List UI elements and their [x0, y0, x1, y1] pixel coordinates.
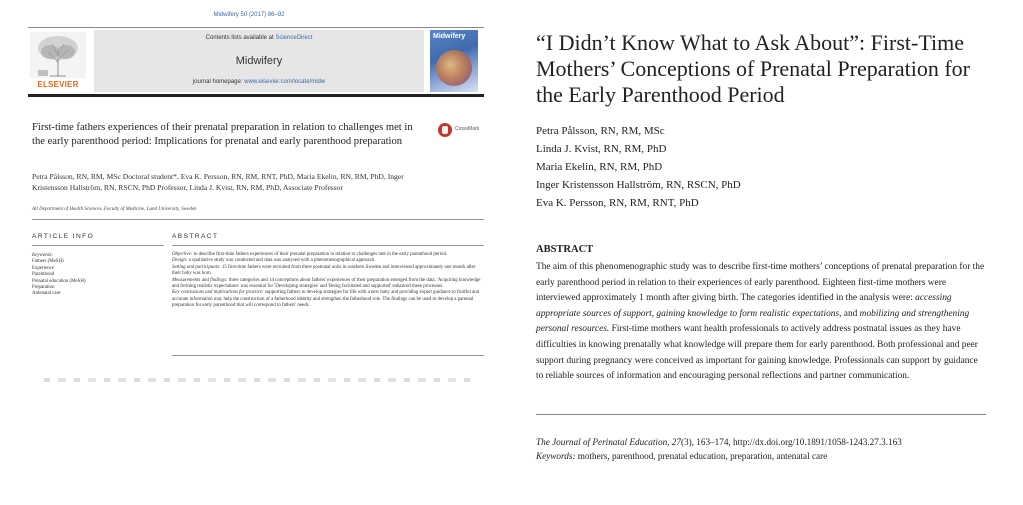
author-line: Eva K. Persson, RN, RM, RNT, PhD — [536, 197, 699, 209]
abstract-italic-text: mobilizing and strengthening personal resources. — [536, 308, 970, 335]
left-paper-title: First-time fathers experiences of their prenatal preparation in relation to challenges met in the early parenthood period: Implications for prenatal and early parenthood preparation — [32, 122, 413, 147]
citation-divider — [536, 414, 986, 415]
citation-journal: The Journal of Perinatal Education, — [536, 437, 670, 447]
journal-cover-thumbnail[interactable] — [430, 30, 478, 92]
keyword-item: Preparation — [32, 285, 55, 291]
abstract-paragraph — [172, 290, 484, 309]
right-abstract-body — [536, 260, 986, 385]
right-citation — [536, 436, 986, 449]
keywords-label: Keywords: — [32, 253, 54, 258]
journal-citation-line[interactable]: Midwifery 50 (2017) 86–92 — [213, 12, 285, 18]
left-paper-page — [14, 0, 484, 505]
abstract-text: The aim of this phenomenographic study was to describe first-time mothers’ conceptions of prenatal preparation for the early parenthood period in relation to their experiences of early parenthood. Eighteen first-time mothers were interviewed approximately 1 month after giving birth. The categories identified in the analysis were: — [536, 262, 985, 304]
abstract-text: a qualitative study was conducted and data was analysed with a phenomenographical approach. — [187, 258, 376, 264]
right-keywords — [536, 450, 986, 463]
keywords-label: Keywords: — [536, 451, 576, 461]
header-bottom-rule — [28, 94, 484, 97]
article-info-rule — [32, 245, 164, 246]
keyword-item: Prenatal education (MeSH) — [32, 278, 86, 284]
left-paper-affiliation: All Department of Health Sciences, Faculty of Medicine, Lund University, Sweden — [32, 207, 197, 212]
abstract-text: and — [841, 308, 860, 319]
abstract-italic-text: accessing appropriate sources of support, gaining knowledge to form realistic expectations, — [536, 293, 952, 319]
keyword-item: Antenatal care — [32, 291, 61, 297]
right-paper-authors — [536, 122, 976, 212]
contents-prefix: Contents lists available at — [205, 35, 276, 41]
abstract-text: to describe first-time fathers experiences of their prenatal preparation in relation to challenges met in the early parenthood period. — [192, 252, 448, 257]
abstract-label: Objective: — [172, 252, 193, 257]
contents-available-line — [94, 35, 424, 41]
author-line: Maria Ekelin, RN, RM, PhD — [536, 161, 663, 173]
journal-header-box — [94, 30, 424, 92]
right-paper-title: “I Didn’t Know What to Ask About”: First-Time Mothers’ Conceptions of Prenatal Preparation for the Early Parenthood Period — [536, 30, 970, 107]
journal-name: Midwifery — [235, 55, 283, 67]
homepage-prefix: journal homepage: — [192, 79, 245, 85]
abstract-label: Design: — [172, 258, 188, 264]
elsevier-publisher-name: ELSEVIER — [37, 80, 79, 89]
journal-homepage-link[interactable]: www.elsevier.com/locate/midw — [244, 79, 326, 85]
left-keywords-list — [32, 253, 162, 298]
abstract-label: Setting and participants: — [172, 264, 221, 270]
crossmark-button[interactable] — [436, 123, 480, 141]
crossmark-label: CrossMark — [455, 126, 480, 132]
abstract-text: supporting fathers to develop strategies for life with a new baby and providing expert guidance to fruitful and accurate information may help the construction of a fatherhood identity and strengthen the fatherhood role. The findings can be used to develop a parental preparation for early parenthood that will correspond to fathers' needs. — [172, 290, 480, 309]
right-paper-page — [536, 0, 1006, 505]
author-line: Petra Pålsson, RN, RM, MSc — [536, 125, 665, 137]
header-top-rule — [28, 27, 484, 28]
article-info-heading: ARTICLE INFO — [32, 233, 95, 240]
left-abstract-body — [172, 252, 484, 310]
keyword-item: Fathers (MeSH) — [32, 259, 64, 265]
cover-image-icon — [436, 50, 472, 86]
citation-doi-link[interactable]: (3), 163–174, http://dx.doi.org/10.1891/1058-1243.27.3.163 — [680, 437, 902, 447]
sciencedirect-link[interactable]: ScienceDirect — [275, 35, 313, 41]
keyword-item: Experience — [32, 265, 54, 271]
cover-title: Midwifery — [433, 33, 466, 40]
abstract-text: First-time mothers want health professionals to actively address postnatal issues as they have difficulties in knowing prenatally what knowledge will prepare them for early parenthood. Both professional and peer support during pregnancy were conceived as important for gaining knowledge. Professionals can support by guidance to reliable sources of information and encouraging personal reflections and partner communication. — [536, 324, 978, 382]
right-abstract-heading: ABSTRACT — [536, 244, 594, 255]
citation-volume: 27 — [669, 437, 681, 447]
abstract-paragraph — [172, 265, 484, 278]
abstract-bottom-rule — [172, 355, 484, 356]
abstract-label: Measurements and findings: — [172, 277, 228, 283]
abstract-text: three categories and 14 conceptions about fathers' experiences of their preparation emerged from the data. 'Acquiring knowledge and forming realistic expectations' was essential for 'Developing strategies' and 'Being facilitated and supported' enhanced these processes. — [172, 277, 481, 290]
cropped-text-line — [44, 378, 474, 382]
left-paper-authors: Petra Pålsson, RN, RM, MSc Doctoral student*, Eva K. Persson, RN, RM, RNT, PhD, Maria Ekelin, RN, RM, PhD, Inger Kristensson Hallström, RN, RSCN, PhD Professor, Linda J. Kvist, RN, RM, PhD, Associate Professor — [32, 172, 404, 192]
left-abstract-heading: ABSTRACT — [172, 233, 219, 240]
keyword-item: Parenthood — [32, 272, 55, 278]
section-divider — [32, 219, 484, 220]
author-line: Linda J. Kvist, RN, RM, PhD — [536, 143, 667, 155]
keywords-text: mothers, parenthood, prenatal education, preparation, antenatal care — [575, 451, 828, 461]
author-line: Inger Kristensson Hallström, RN, RSCN, PhD — [536, 179, 741, 191]
abstract-text: 15 first-time fathers were recruited from three postnatal units in southern Sweden and interviewed approximately one month after their baby was born. — [172, 264, 476, 277]
abstract-label: Key conclusions and implications for practice: — [172, 290, 264, 296]
crossmark-icon — [438, 123, 452, 137]
abstract-paragraph — [172, 278, 484, 291]
abstract-rule — [172, 245, 484, 246]
journal-homepage-line — [94, 79, 424, 85]
